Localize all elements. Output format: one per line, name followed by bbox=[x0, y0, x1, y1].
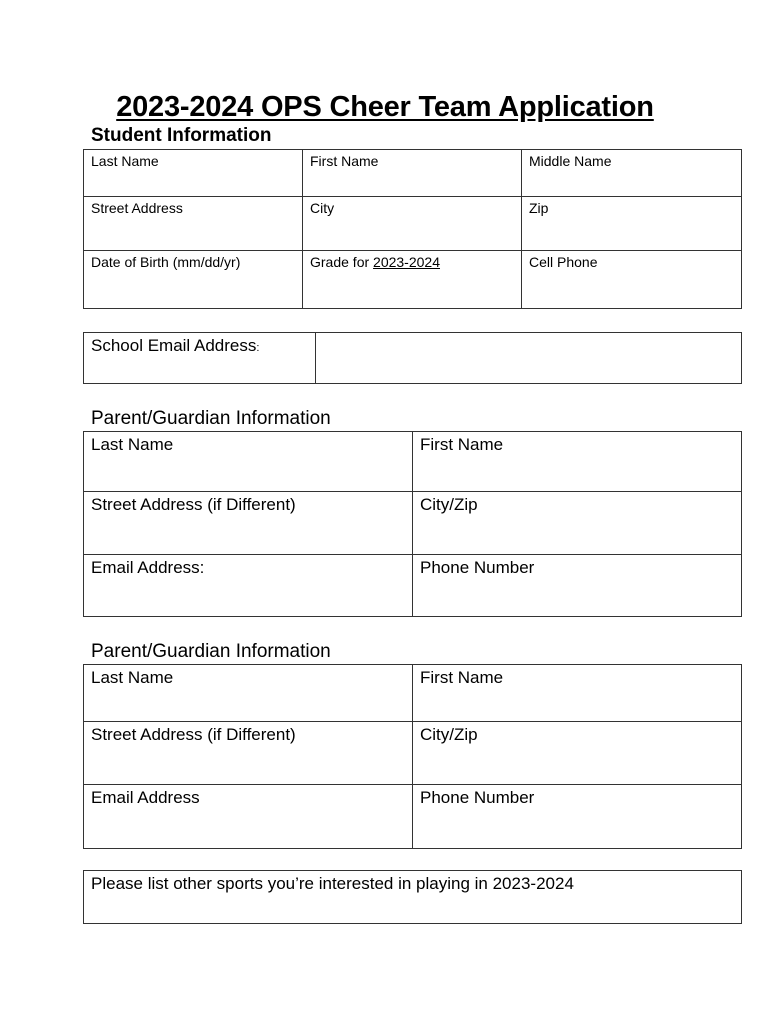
guardian1-phone-field[interactable] bbox=[413, 555, 742, 617]
page-title: 2023-2024 OPS Cheer Team Application bbox=[116, 91, 654, 123]
guardian2-first-name-field[interactable] bbox=[413, 665, 742, 722]
guardian1-city-zip-field[interactable] bbox=[413, 492, 742, 555]
student-zip-field[interactable] bbox=[522, 197, 742, 251]
student-last-name-label: Last Name bbox=[91, 153, 159, 169]
student-information-table bbox=[83, 149, 742, 309]
guardian2-last-name-label: Last Name bbox=[91, 668, 174, 687]
guardian2-table bbox=[83, 664, 742, 849]
student-cell-phone-field[interactable] bbox=[522, 251, 742, 309]
student-dob-label: Date of Birth (mm/dd/yr) bbox=[91, 254, 241, 270]
guardian1-phone-label: Phone Number bbox=[420, 558, 535, 577]
school-email-label-cell bbox=[84, 333, 316, 384]
student-first-name-label: First Name bbox=[310, 153, 379, 169]
guardian2-phone-field[interactable] bbox=[413, 785, 742, 849]
guardian1-heading: Parent/Guardian Information bbox=[91, 408, 331, 429]
guardian2-email-field[interactable] bbox=[84, 785, 413, 849]
student-city-label: City bbox=[310, 200, 335, 216]
guardian1-table bbox=[83, 431, 742, 617]
student-first-name-field[interactable] bbox=[303, 150, 522, 197]
student-grade-year: 2023-2024 bbox=[373, 254, 440, 270]
other-sports-table bbox=[83, 870, 742, 924]
student-last-name-field[interactable] bbox=[84, 150, 303, 197]
student-street-address-label: Street Address bbox=[91, 200, 183, 216]
guardian2-street-address-field[interactable] bbox=[84, 722, 413, 785]
school-email-field[interactable] bbox=[316, 333, 742, 384]
guardian1-street-address-field[interactable] bbox=[84, 492, 413, 555]
guardian2-first-name-label: First Name bbox=[420, 668, 504, 687]
guardian1-email-label: Email Address: bbox=[91, 558, 205, 577]
guardian2-email-label: Email Address bbox=[91, 788, 200, 807]
guardian2-heading: Parent/Guardian Information bbox=[91, 641, 331, 662]
guardian1-email-field[interactable] bbox=[84, 555, 413, 617]
guardian1-city-zip-label: City/Zip bbox=[420, 495, 478, 514]
guardian2-city-zip-field[interactable] bbox=[413, 722, 742, 785]
guardian1-first-name-label: First Name bbox=[420, 435, 504, 454]
guardian2-city-zip-label: City/Zip bbox=[420, 725, 478, 744]
student-street-address-field[interactable] bbox=[84, 197, 303, 251]
student-middle-name-field[interactable] bbox=[522, 150, 742, 197]
guardian1-last-name-label: Last Name bbox=[91, 435, 174, 454]
guardian2-street-address-label: Street Address (if Different) bbox=[91, 725, 296, 744]
school-email-colon: : bbox=[256, 342, 260, 354]
guardian1-first-name-field[interactable] bbox=[413, 432, 742, 492]
guardian1-street-address-label: Street Address (if Different) bbox=[91, 495, 296, 514]
student-dob-field[interactable] bbox=[84, 251, 303, 309]
student-zip-label: Zip bbox=[529, 200, 549, 216]
student-grade-field[interactable] bbox=[303, 251, 522, 309]
school-email-table bbox=[83, 332, 742, 384]
other-sports-label: Please list other sports you’re interested in playing in 2023-2024 bbox=[91, 874, 574, 893]
other-sports-field[interactable] bbox=[84, 871, 742, 924]
student-city-field[interactable] bbox=[303, 197, 522, 251]
student-information-heading: Student Information bbox=[91, 125, 272, 146]
student-cell-phone-label: Cell Phone bbox=[529, 254, 598, 270]
student-grade-label: Grade for bbox=[310, 254, 374, 270]
guardian2-phone-label: Phone Number bbox=[420, 788, 535, 807]
guardian1-last-name-field[interactable] bbox=[84, 432, 413, 492]
student-middle-name-label: Middle Name bbox=[529, 153, 612, 169]
school-email-label: School Email Address bbox=[91, 336, 257, 355]
guardian2-last-name-field[interactable] bbox=[84, 665, 413, 722]
